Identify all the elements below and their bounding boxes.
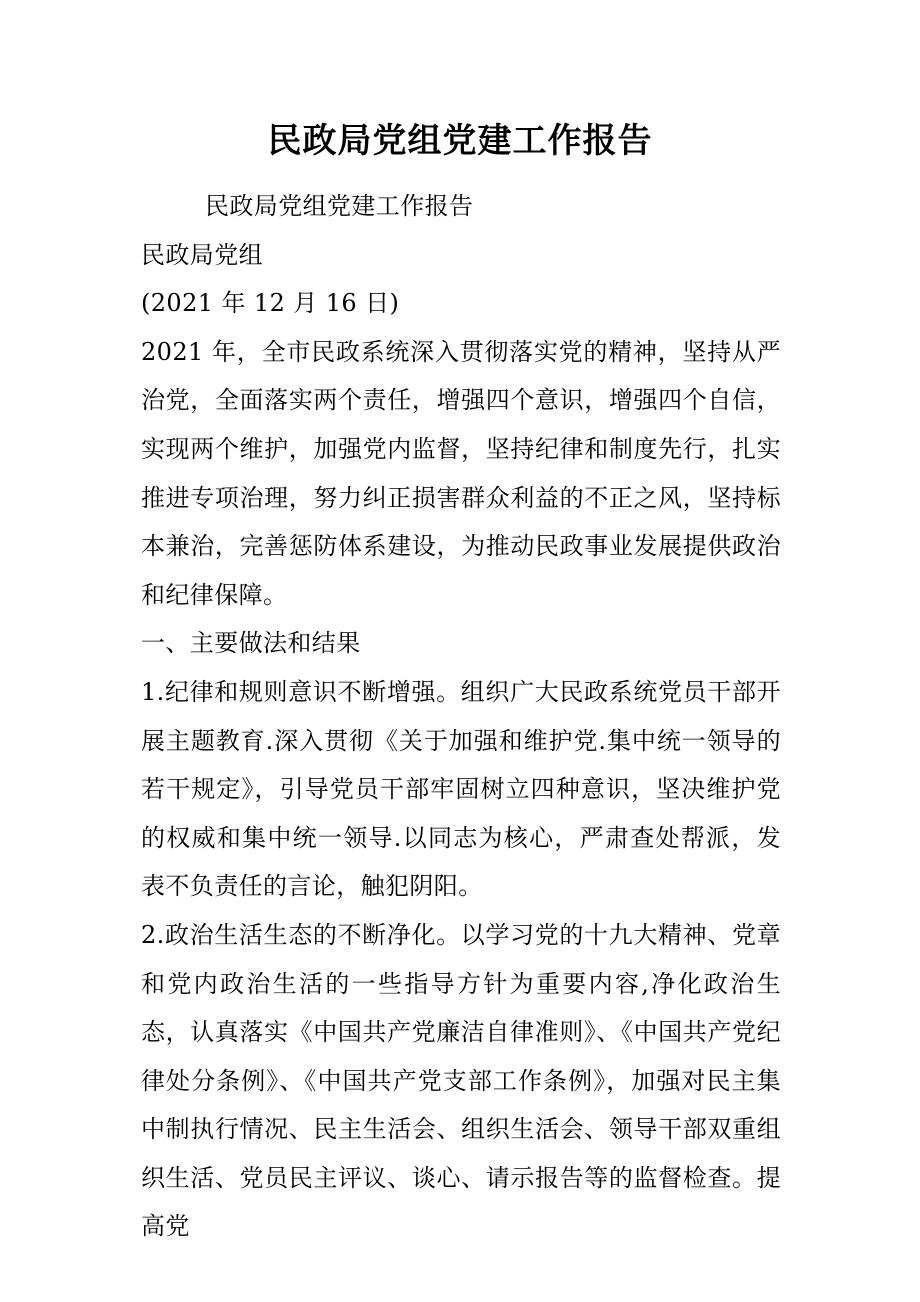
section-heading: 一、主要做法和结果: [141, 629, 361, 658]
document-title: 民政局党组党建工作报告: [267, 121, 653, 161]
author-paragraph: 民政局党组: [141, 240, 263, 269]
intro-paragraph: 2021 年，全市民政系统深入贯彻落实党的精神，坚持从严治党，全面落实两个责任，增强四个意识，增强四个自信，实现两个维护，加强党内监督，坚持纪律和制度先行，扎实推进专项治理，努力纠正损害群众利益的不正之风，坚持标本兼治，完善惩防体系建设，为推动民政事业发展提供政治和纪律保障。: [141, 337, 781, 609]
date-paragraph: (2021 年 12 月 16 日): [141, 289, 400, 318]
body-paragraph-1: 1.纪律和规则意识不断增强。组织广大民政系统党员干部开展主题教育.深入贯彻《关于加强和维护党.集中统一领导的若干规定》，引导党员干部牢固树立四种意识，坚决维护党的权威和集中统一领导.以同志为核心，严肃查处帮派，发表不负责任的言论，触犯阴阳。: [141, 677, 781, 901]
document-body: [141, 182, 781, 1251]
subtitle-paragraph: 民政局党组党建工作报告: [205, 192, 474, 220]
body-paragraph-2: 2.政治生活生态的不断净化。以学习党的十九大精神、党章和党内政治生活的一些指导方针为重要内容,净化政治生态，认真落实《中国共产党廉洁自律准则》、《中国共产党纪律处分条例》、《中国共产党支部工作条例》，加强对民主集中制执行情况、民主生活会、组织生活会、领导干部双重组织生活、党员民主评议、谈心、请示报告等的监督检查。提高党: [141, 920, 781, 1241]
